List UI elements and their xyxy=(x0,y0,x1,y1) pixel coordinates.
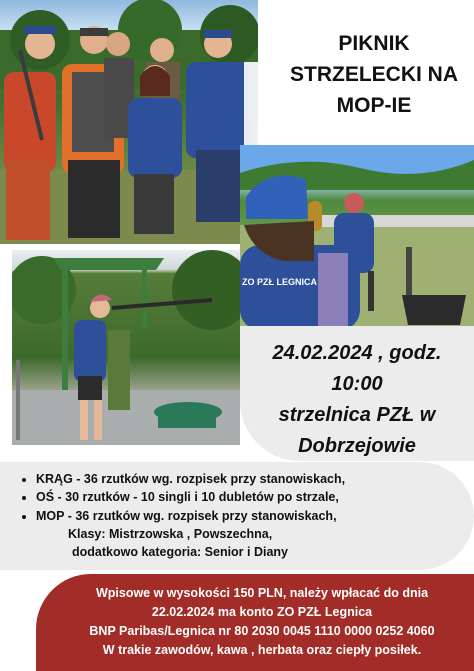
classes-line: Klasy: Mistrzowska , Powszechna, xyxy=(68,526,273,541)
competition-item: • KRĄG - 36 rzutków wg. rozpisek przy stanowiskach, xyxy=(36,470,466,488)
trap-shooting-illustration xyxy=(12,250,240,445)
title-line-3: MOP-IE xyxy=(336,94,412,117)
date-line-4: Dobrzejowie xyxy=(298,435,416,457)
category-line: dodatkowo kategoria: Senior i Diany xyxy=(72,545,289,560)
group-photo-illustration xyxy=(0,0,258,244)
title-line-2: STRZELECKI NA xyxy=(290,63,458,86)
event-date-location xyxy=(252,338,462,462)
jacket-lettering: ZO PZŁ LEGNICA xyxy=(242,277,317,287)
date-line-3: strzelnica PZŁ w xyxy=(278,404,436,426)
shooter-back-photo xyxy=(240,145,474,330)
date-line-2: 10:00 xyxy=(331,373,383,395)
fee-line-1: Wpisowe w wysokości 150 PLN, należy wpłacać do dnia xyxy=(95,586,429,600)
trap-shooting-photo xyxy=(12,250,240,445)
competition-item: • OŚ - 30 rzutków - 10 singli i 10 dubletów po strzale, xyxy=(36,488,466,506)
fee-info xyxy=(58,584,466,660)
title-line-1: PIKNIK xyxy=(338,32,410,55)
shooter-back-illustration xyxy=(240,145,474,330)
group-photo xyxy=(0,0,258,244)
date-line-1: 24.02.2024 , godz. xyxy=(272,342,442,364)
fee-line-3: BNP Paribas/Legnica nr 80 2030 0045 1110 0000 0252 4060 xyxy=(89,624,435,638)
fee-line-4: W trakie zawodów, kawa , herbata oraz ciepły posiłek. xyxy=(102,643,422,657)
event-title xyxy=(282,28,466,121)
competitions-list xyxy=(16,470,466,561)
fee-line-2: 22.02.2024 ma konto ZO PZŁ Legnica xyxy=(151,605,373,619)
competition-item: • MOP - 36 rzutków wg. rozpisek przy stanowiskach, xyxy=(36,507,466,525)
